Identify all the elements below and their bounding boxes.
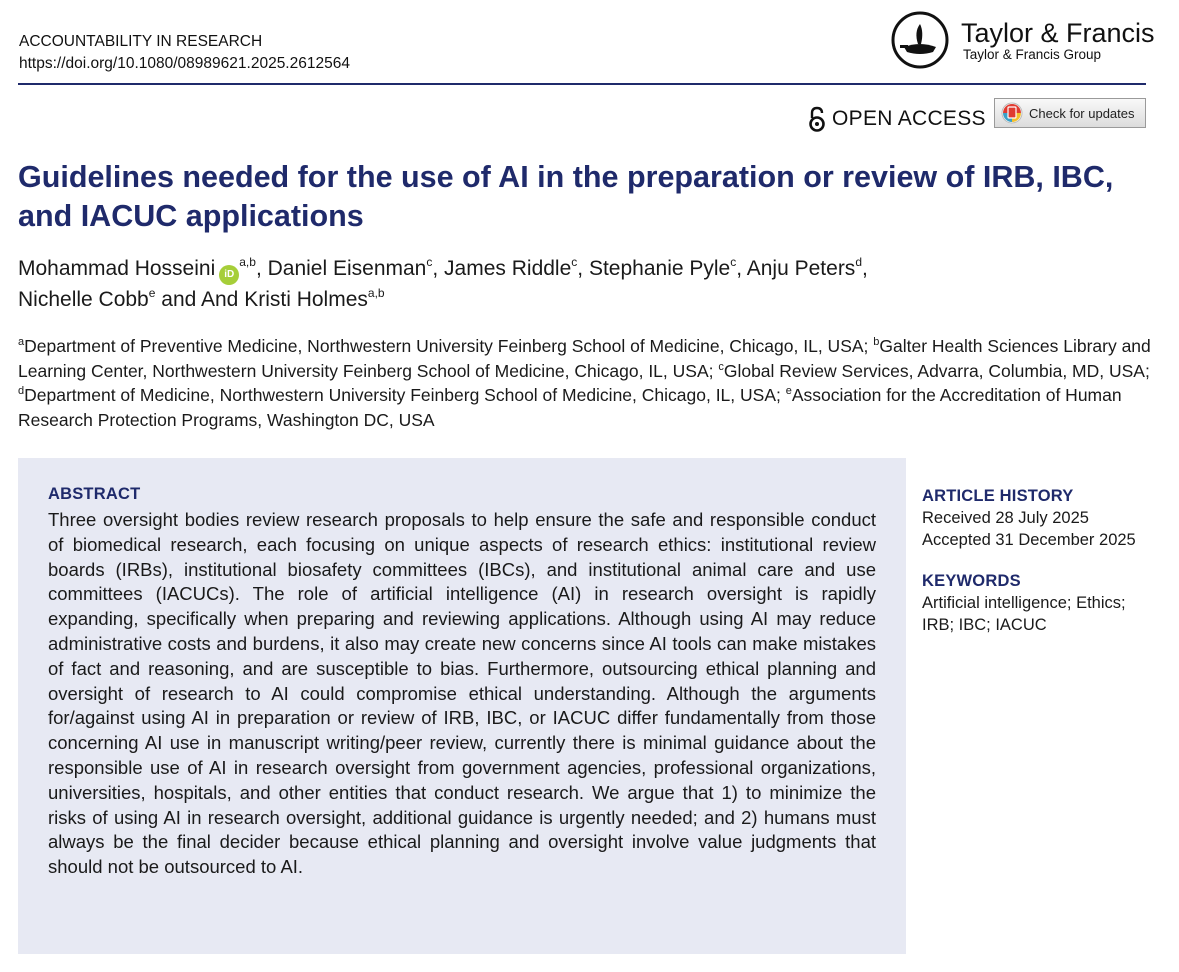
open-access-label: OPEN ACCESS (832, 107, 986, 130)
journal-name: ACCOUNTABILITY IN RESEARCH (19, 33, 263, 50)
author-affiliation-mark: c (571, 255, 578, 269)
author-separator: , (432, 257, 445, 280)
keywords-line: IRB; IBC; IACUC (922, 616, 1047, 634)
author-affiliation-mark: a,b (239, 255, 256, 269)
author-affiliation-mark: a,b (367, 286, 385, 300)
open-lock-icon (808, 106, 826, 132)
affiliation-text: Global Review Services, Advarra, Columbia, MD, USA; (723, 360, 1150, 381)
author-affiliation-mark: d (855, 255, 862, 269)
author-name[interactable]: Mohammad Hosseini (18, 257, 216, 280)
publisher-group: Taylor & Francis Group (963, 47, 1102, 62)
article-title: Guidelines needed for the use of AI in the preparation or review of IRB, IBC, and IACUC applications (18, 160, 1114, 233)
keywords-heading: KEYWORDS (922, 572, 1021, 590)
open-access-badge (808, 104, 986, 134)
author-affiliation-mark: c (730, 255, 737, 269)
affiliation-text: Department of Medicine, Northwestern University Feinberg School of Medicine, Chicago, IL, USA; (24, 385, 786, 405)
affiliation-text: Association for the Accreditation of Human Research Protection Programs, Washington DC, USA (18, 385, 1122, 430)
affiliation-mark: c (718, 360, 724, 373)
doi-link[interactable]: https://doi.org/10.1080/08989621.2025.2612564 (19, 55, 350, 72)
accepted-date: Accepted 31 December 2025 (922, 531, 1136, 549)
article-history (922, 485, 1162, 551)
author-name[interactable]: Anju Peters (746, 257, 856, 280)
affiliation-mark: e (785, 385, 792, 397)
affiliation-mark: b (873, 336, 880, 348)
author-separator: , (862, 257, 868, 280)
received-date: Received 28 July 2025 (922, 509, 1089, 527)
author-separator: and (155, 288, 201, 311)
keywords (922, 570, 1162, 636)
author-name[interactable]: And Kristi Holmes (201, 288, 368, 311)
author-separator: , (577, 257, 589, 280)
affiliation-mark: a (18, 336, 25, 348)
affiliation-mark: d (18, 385, 25, 397)
publisher-logo[interactable] (890, 10, 1155, 70)
orcid-icon[interactable]: iD (219, 265, 239, 285)
check-for-updates-label: Check for updates (1029, 105, 1135, 121)
article-history-heading: ARTICLE HISTORY (922, 487, 1074, 505)
author-list (18, 254, 1158, 314)
taylor-francis-lamp-icon (890, 10, 950, 70)
keywords-line: Artificial intelligence; Ethics; (922, 594, 1126, 612)
publisher-name: Taylor & Francis (961, 18, 1155, 48)
author-name[interactable]: Nichelle Cobb (18, 288, 149, 311)
affiliations (18, 334, 1158, 432)
author-separator: , (255, 257, 268, 280)
abstract-text: Three oversight bodies review research proposals to help ensure the safe and responsible conduct of biomedical research, each focusing on unique aspects of research ethics: institutional review boards (IRBs), institutional biosafety committees (IBCs), and institutional animal care and use committees (IACUCs). The role of artificial intelligence (AI) in research oversight is rapidly expanding, specifically when preparing and reviewing applications. Although using AI may reduce administrative costs and burdens, it also may create new concerns since AI tools can make mistakes of fact and reasoning, and are susceptible to bias. Furthermore, outsourcing ethical planning and oversight of research to AI could compromise ethical understanding. Although the arguments for/against using AI in preparation or review of IRB, IBC, or IACUC differ fundamentally from those concerning AI use in manuscript writing/peer review, currently there is minimal guidance about the responsible use of AI in research oversight from government agencies, professional organizations, universities, hospitals, and other entities that conduct research. We argue that 1) to minimize the risks of using AI in research oversight, additional guidance is urgently needed; and 2) humans must always be the final decider because ethical planning and oversight involve value judgments that should not be outsourced to AI. (48, 509, 876, 878)
crossmark-icon (1001, 102, 1023, 124)
affiliation-text: Galter Health Sciences Library and Learning Center, Northwestern University Feinberg School of Medicine, Chicago, IL, USA; (18, 336, 1151, 381)
header-rule (18, 83, 1146, 85)
author-name[interactable]: Stephanie Pyle (588, 257, 731, 280)
check-for-updates-button[interactable] (994, 98, 1146, 128)
author-name[interactable]: James Riddle (444, 257, 572, 280)
abstract-heading: ABSTRACT (48, 485, 141, 503)
author-name[interactable]: Daniel Eisenman (267, 257, 427, 280)
author-affiliation-mark: e (148, 286, 156, 300)
journal-header (19, 31, 350, 75)
author-separator: , (736, 257, 747, 280)
affiliation-text: Department of Preventive Medicine, Northwestern University Feinberg School of Medicine, Chicago, IL, USA; (24, 336, 874, 356)
author-affiliation-mark: c (426, 255, 433, 269)
